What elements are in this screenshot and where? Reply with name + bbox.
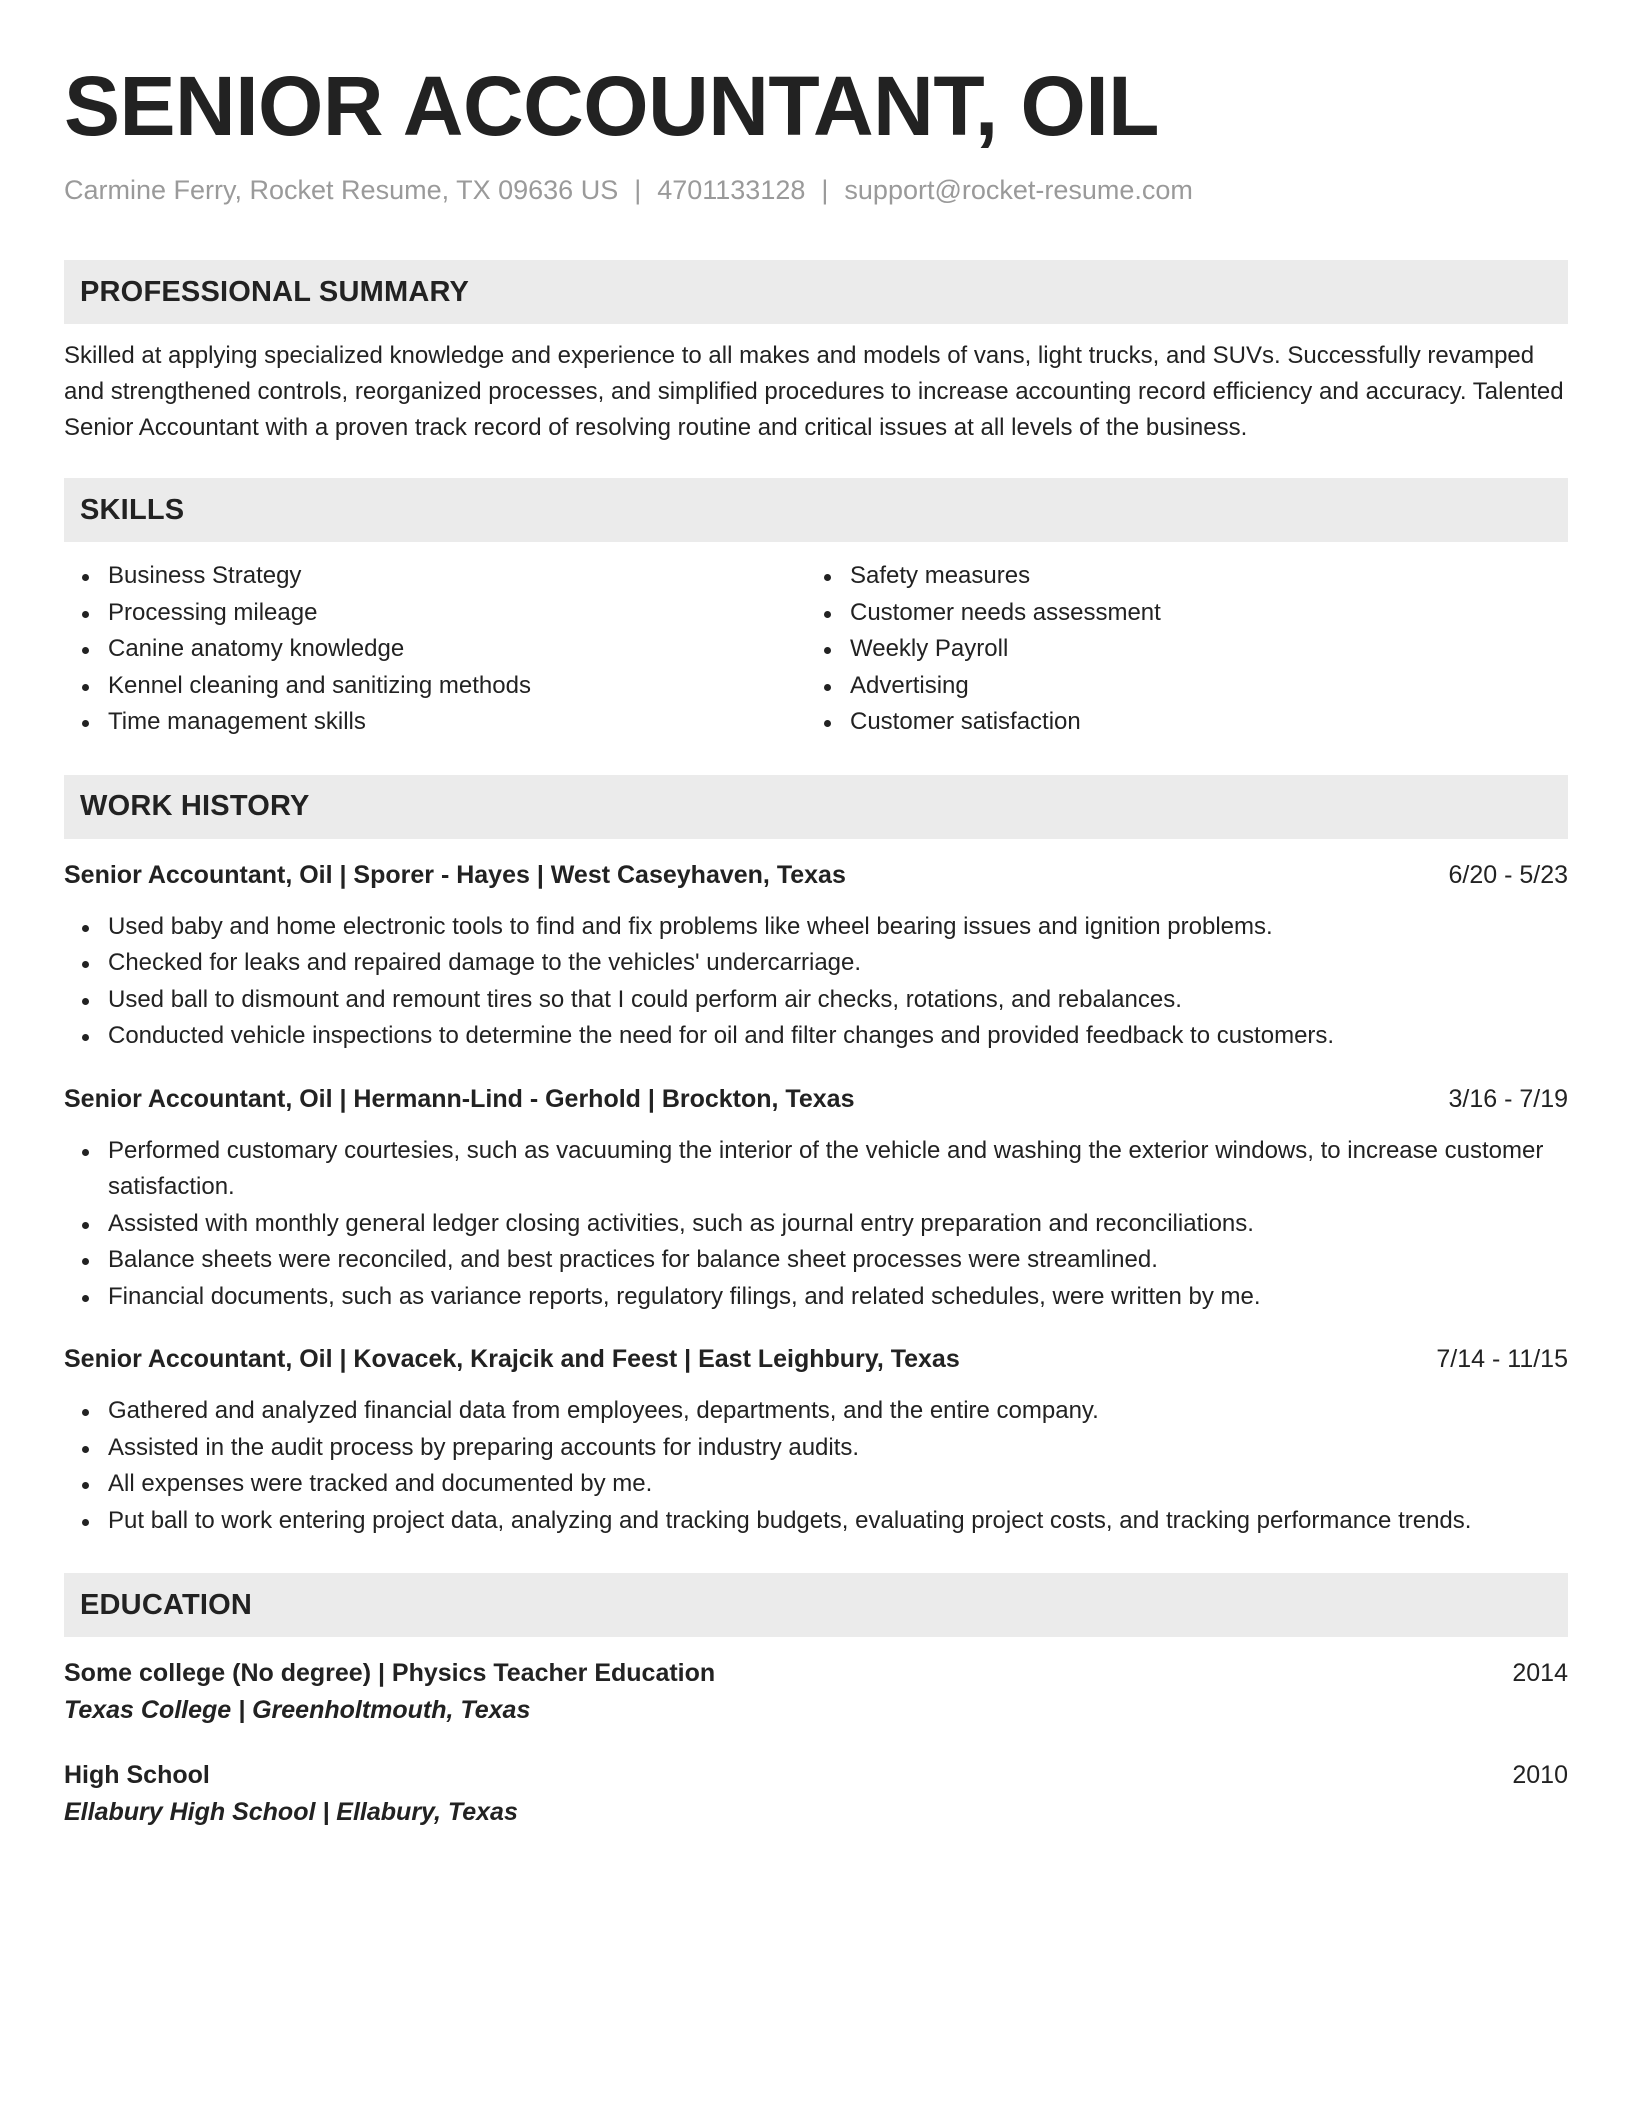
job-bullets (64, 909, 1568, 1055)
skills-columns (64, 558, 1568, 741)
job-bullet: Conducted vehicle inspections to determine the need for oil and filter changes and provided feedback to customers. (64, 1018, 1568, 1055)
section-heading-skills: SKILLS (64, 478, 1568, 542)
job-title: Senior Accountant, Oil | Kovacek, Krajcik and Feest | East Leighbury, Texas (64, 1345, 960, 1373)
skill-item: Customer satisfaction (806, 704, 1548, 741)
education-year: 2010 (1512, 1761, 1568, 1789)
job-title: Senior Accountant, Oil | Hermann-Lind - Gerhold | Brockton, Texas (64, 1084, 855, 1113)
skill-item: Customer needs assessment (806, 595, 1548, 632)
job-dates: 6/20 - 5/23 (1448, 860, 1568, 889)
skill-item: Processing mileage (64, 595, 806, 632)
job-bullet: Gathered and analyzed financial data from employees, departments, and the entire company. (64, 1393, 1568, 1430)
skill-item: Safety measures (806, 558, 1548, 595)
education-degree: High School (64, 1761, 210, 1789)
skills-list-right (806, 558, 1548, 741)
job-bullets (64, 1393, 1568, 1539)
education-header (64, 1757, 1568, 1793)
job-bullet: Financial documents, such as variance reports, regulatory filings, and related schedules, were written by me. (64, 1279, 1568, 1316)
job-bullet: Assisted with monthly general ledger closing activities, such as journal entry preparation and reconciliations. (64, 1206, 1568, 1243)
contact-line (64, 172, 1568, 208)
skill-item: Advertising (806, 668, 1548, 705)
job-dates: 3/16 - 7/19 (1448, 1084, 1568, 1113)
job-bullet: All expenses were tracked and documented by me. (64, 1466, 1568, 1503)
section-heading-education: EDUCATION (64, 1573, 1568, 1637)
education-entry (64, 1655, 1568, 1729)
skill-item: Kennel cleaning and sanitizing methods (64, 668, 806, 705)
job-bullet: Checked for leaks and repaired damage to the vehicles' undercarriage. (64, 945, 1568, 982)
section-heading-work-history: WORK HISTORY (64, 775, 1568, 839)
education-degree: Some college (No degree) | Physics Teacher Education (64, 1659, 716, 1687)
education-entry (64, 1757, 1568, 1831)
skill-item: Business Strategy (64, 558, 806, 595)
skill-item: Canine anatomy knowledge (64, 631, 806, 668)
contact-separator: | (821, 175, 829, 205)
skill-item: Weekly Payroll (806, 631, 1548, 668)
job-bullet: Put ball to work entering project data, analyzing and tracking budgets, evaluating project costs, and tracking performance trends. (64, 1503, 1568, 1540)
resume-title: SENIOR ACCOUNTANT, OIL (64, 59, 1159, 153)
contact-email: support@rocket-resume.com (844, 175, 1193, 205)
education-header (64, 1655, 1568, 1691)
contact-separator: | (634, 175, 642, 205)
job-header (64, 857, 1568, 893)
job-entry (64, 857, 1568, 1055)
job-bullet: Balance sheets were reconciled, and best practices for balance sheet processes were streamlined. (64, 1242, 1568, 1279)
education-year: 2014 (1512, 1659, 1568, 1687)
resume-page (64, 0, 1568, 1831)
job-bullet: Used ball to dismount and remount tires so that I could perform air checks, rotations, and rebalances. (64, 982, 1568, 1019)
job-dates: 7/14 - 11/15 (1436, 1345, 1568, 1373)
education-school: Texas College | Greenholtmouth, Texas (64, 1696, 531, 1724)
education-school: Ellabury High School | Ellabury, Texas (64, 1798, 518, 1826)
job-entry (64, 1341, 1568, 1539)
contact-phone: 4701133128 (657, 175, 806, 205)
skill-item: Time management skills (64, 704, 806, 741)
job-bullet: Assisted in the audit process by preparing accounts for industry audits. (64, 1430, 1568, 1467)
summary-text: Skilled at applying specialized knowledge and experience to all makes and models of vans, light trucks, and SUVs. Successfully revamped and strengthened controls, reorganized processes, and simplified procedures to increase accounting record efficiency and accuracy. Talented Senior Accountant with a proven track record of resolving routine and critical issues at all levels of the business. (64, 342, 1564, 441)
section-heading-summary: PROFESSIONAL SUMMARY (64, 260, 1568, 324)
contact-location: Carmine Ferry, Rocket Resume, TX 09636 US (64, 175, 619, 205)
job-bullet: Performed customary courtesies, such as vacuuming the interior of the vehicle and washing the exterior windows, to increase customer satisfaction. (64, 1133, 1568, 1206)
job-header (64, 1081, 1568, 1117)
skills-list-left (64, 558, 806, 741)
job-entry (64, 1081, 1568, 1316)
job-header (64, 1341, 1568, 1377)
job-bullet: Used baby and home electronic tools to find and fix problems like wheel bearing issues and ignition problems. (64, 909, 1568, 946)
job-title: Senior Accountant, Oil | Sporer - Hayes | West Caseyhaven, Texas (64, 860, 846, 889)
job-bullets (64, 1133, 1568, 1316)
